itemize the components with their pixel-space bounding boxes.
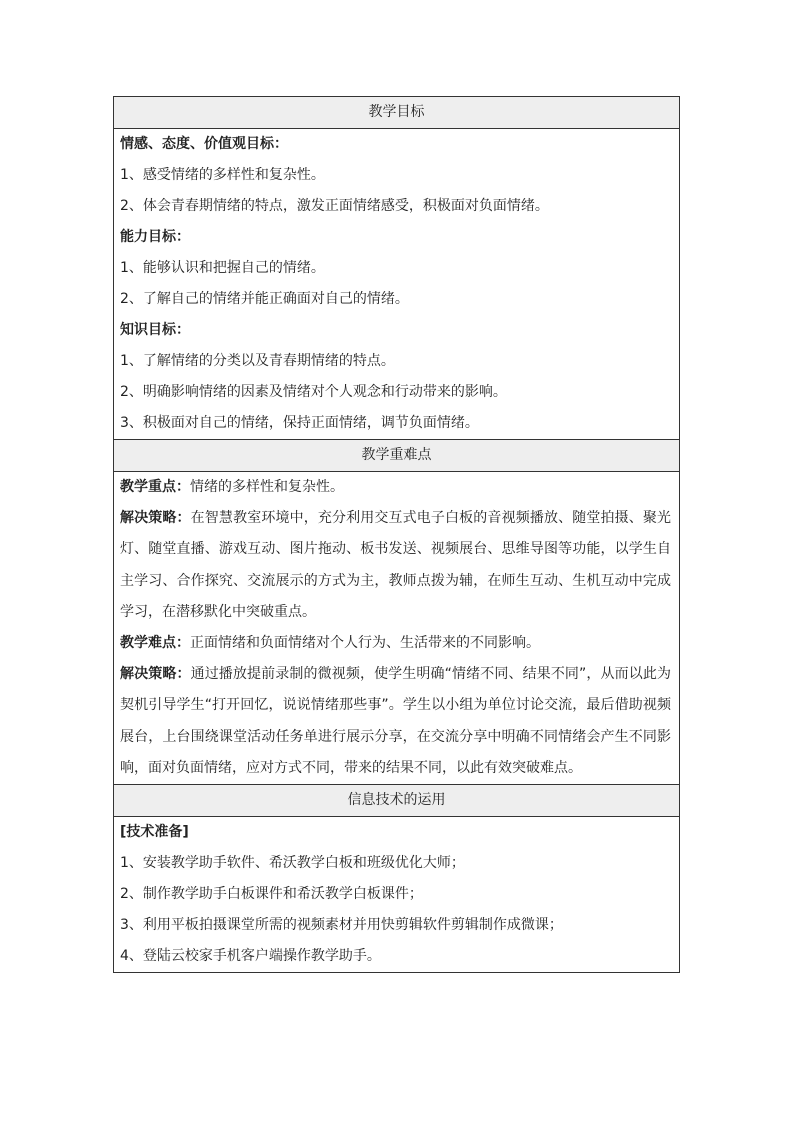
list-item: 2、明确影响情绪的因素及情绪对个人观念和行动带来的影响。 (120, 384, 507, 400)
key-points-content (114, 472, 680, 785)
list-item: 1、能够认识和把握自己的情绪。 (120, 260, 325, 276)
section-title-it-usage: 信息技术的运用 (114, 785, 680, 817)
section-body-row (114, 129, 680, 440)
it-usage-content (114, 817, 680, 973)
key-point-paragraph (120, 472, 671, 503)
difficult-point-text: 正面情绪和负面情绪对个人行为、生活带来的不同影响。 (190, 635, 540, 652)
key-point-text: 情绪的多样性和复杂性。 (190, 479, 344, 495)
strategy-paragraph (120, 659, 671, 784)
tech-prep-label: [技术准备] (120, 824, 189, 841)
section-header-row (114, 97, 680, 129)
list-item: 3、积极面对自己的情绪，保持正面情绪，调节负面情绪。 (120, 415, 479, 431)
group-label: 情感、态度、价值观目标： (120, 136, 288, 152)
section-header-row (114, 785, 680, 817)
list-item: 4、登陆云校家手机客户端操作教学助手。 (120, 948, 381, 965)
section-title-key-points: 教学重难点 (114, 440, 680, 472)
strategy-label: 解决策略： (120, 666, 191, 683)
group-label: 知识目标： (120, 322, 190, 338)
lesson-plan-table (113, 96, 680, 973)
list-item: 2、体会青春期情绪的特点，激发正面情绪感受，积极面对负面情绪。 (120, 198, 549, 214)
strategy-label: 解决策略： (120, 510, 191, 527)
difficult-point-label: 教学难点： (120, 635, 190, 652)
section-header-row (114, 440, 680, 472)
key-point-label: 教学重点： (120, 479, 190, 495)
list-item: 1、了解情绪的分类以及青春期情绪的特点。 (120, 353, 395, 369)
group-label: 能力目标： (120, 229, 190, 245)
difficult-point-paragraph (120, 628, 671, 659)
section-body-row (114, 817, 680, 973)
list-item: 3、利用平板拍摄课堂所需的视频素材并用快剪辑软件剪辑制作成微课； (120, 917, 563, 934)
strategy-text: 通过播放提前录制的微视频，使学生明确“情绪不同、结果不同”，从而以此为契机引导学生“打开回忆，说说情绪那些事”。学生以小组为单位讨论交流，最后借助视频展台，上台围绕课堂活动任务单进行展示分享，在交流分享中明确不同情绪会产生不同影响，面对负面情绪，应对方式不同，带来的结果不同，以此有效突破难点。 (120, 666, 671, 776)
goals-content (114, 129, 680, 440)
strategy-text: 在智慧教室环境中，充分利用交互式电子白板的音视频播放、随堂拍摄、聚光灯、随堂直播、游戏互动、图片拖动、板书发送、视频展台、思维导图等功能，以学生自主学习、合作探究、交流展示的方式为主，教师点拨为辅，在师生互动、生机互动中完成学习，在潜移默化中突破重点。 (120, 510, 672, 620)
list-item: 1、感受情绪的多样性和复杂性。 (120, 167, 325, 183)
list-item: 2、制作教学助手白板课件和希沃教学白板课件； (120, 886, 423, 903)
section-title-goals: 教学目标 (114, 97, 680, 129)
strategy-paragraph (120, 503, 671, 628)
list-item: 2、了解自己的情绪并能正确面对自己的情绪。 (120, 291, 409, 307)
list-item: 1、安装教学助手软件、希沃教学白板和班级优化大师； (120, 855, 465, 872)
section-body-row (114, 472, 680, 785)
